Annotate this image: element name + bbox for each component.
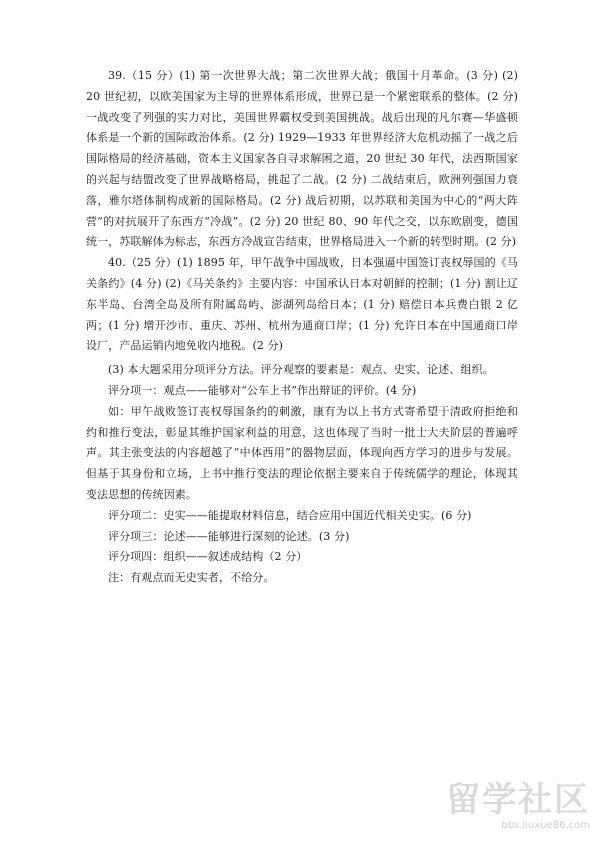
- answer-40-part1-2: 40.（25 分）(1) 1895 年，甲午战争中国战败，日本强逼中国签订丧权辱国的《马关条约》(4 分) (2)《马关条约》主要内容：中国承认日本对朝鲜的控制；(1 分) 割让辽东半岛、台湾全岛及所有附属岛屿、澎湖列岛给日本；(1 分) 赔偿日本兵费白银 2 亿两；(1 分) 增开沙市、重庆、苏州、杭州为通商口岸；(1 分) 允许日本在中国通商口岸设厂，产品运销内地免收内地税。(2 分): [86, 256, 518, 353]
- site-watermark: [430, 780, 590, 840]
- scoring-item-1: 评分项一：观点——能够对“公车上书”作出辩证的评价。(4 分): [108, 383, 417, 397]
- answer-40-part3: (3) 本大题采用分项评分方法。评分观察的要素是：观点、史实、论述、组织。: [108, 363, 494, 377]
- scoring-example: 如：甲午战败签订丧权辱国条约的刺激，康有为以上书方式寄希望于清政府拒绝和约和推行变法，彰显其维护国家利益的用意，这也体现了当时一批士大夫阶层的普遍呼声。其主张变法的内容超越了“中体西用”的器物层面，体现向西方学习的进步与发展。但基于其身份和立场，上书中推行变法的理论依据主要来自于传统儒学的理论，体现其变法思想的传统因素。: [86, 404, 518, 501]
- scoring-item-2: 评分项二：史实——能提取材料信息，结合应用中国近代相关史实。(6 分): [108, 508, 472, 522]
- scoring-note: 注：有观点而无史实者，不给分。: [108, 571, 275, 585]
- answer-39: 39.（15 分）(1) 第一次世界大战；第二次世界大战；俄国十月革命。(3 分) (2) 20 世纪初，以欧美国家为主导的世界体系形成，世界已是一个紧密联系的整体。(2 分) 一战改变了列强的实力对比，美国世界霸权受到美国挑战。战后出现的凡尔赛—华盛顿体系是一个新的国际政治体系。(2 分) 1929—1933 年世界经济大危机动摇了一战之后国际格局的经济基础，资本主义国家各自寻求解困之道，20 世纪 30 年代，法西斯国家的兴起与结盟改变了世界战略格局，挑起了二战。(2 分) 二战结束后，欧洲列强国力衰落，雅尔塔体制构成新的国际格局。(2 分) 战后初期，以苏联和美国为中心的“两大阵营”的对抗展开了东西方“冷战”。(2 分) 20 世纪 80、90 年代之交，以东欧剧变，德国统一，苏联解体为标志，东西方冷战宣告结束，世界格局进入一个新的转型时期。(2 分): [86, 69, 518, 249]
- watermark-url: bbs.liuxue86.com: [501, 820, 590, 831]
- scoring-item-4: 评分项四：组织——叙述成结构（2 分）: [108, 550, 308, 564]
- answer-content: [86, 66, 518, 589]
- watermark-logo: 留学社区: [446, 780, 590, 820]
- scoring-item-3: 评分项三：论述——能够进行深刻的论述。(3 分): [108, 529, 350, 543]
